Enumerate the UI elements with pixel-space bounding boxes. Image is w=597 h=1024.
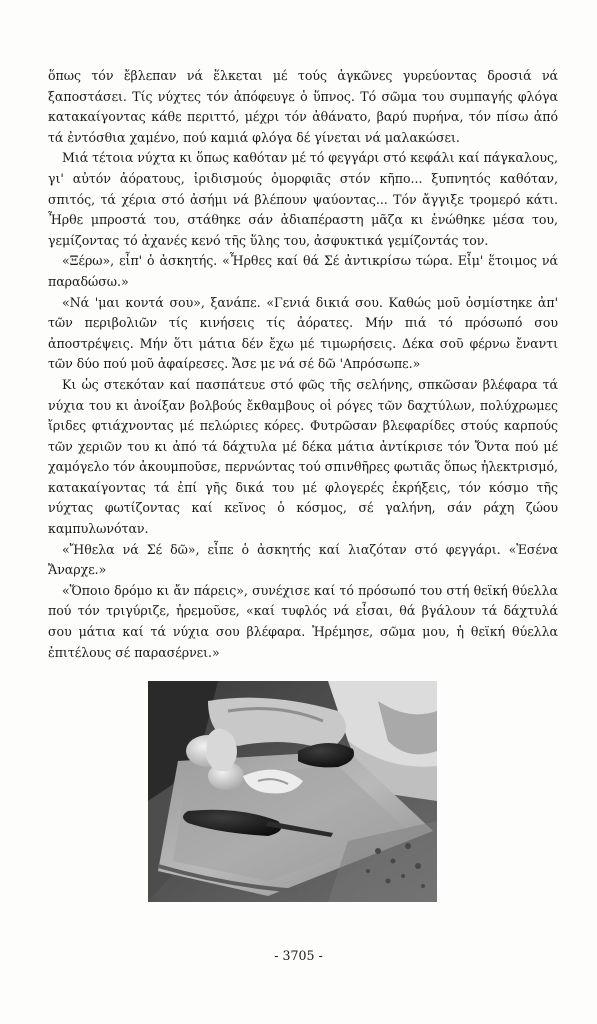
still-life-painting-image	[148, 681, 437, 902]
paragraph: «Ξέρω», εἶπ' ὁ ἀσκητής. «Ἦρθες καί θά Σέ ἀντικρίσω τώρα. Εἶμ' ἕτοιμος νά παραδώσω.»	[48, 253, 558, 289]
paragraph: Κι ὡς στεκόταν καί πασπάτευε στό φῶς τῆς σελήνης, σπκῶσαν βλέφαρα τά νύχια του κι ἀνοίξαν βολβούς ἔκθαμβους οἱ ρόγες τῶν δαχτύλων, πολύχρωμες ἴριδες φτιάχνοντας μέ πελώριες κόρες. Φυτρῶσαν βλεφαρίδες στούς καρπούς τῶν χεριῶν του κι ἀπό τά δάχτυλα μέ δέκα μάτια ἀντίκρισε τόν Ὄντα πού μέ χαμόγελο τόν ἀκουμποῦσε, περνώντας τού σπινθῆρες φωτιᾶς ὅπως ἠλεκτρισμό, κατακαίγοντας τά ἐπί γῆς δικά του μέ φλογερές ἐκρήξεις, τόν κόσμο τῆς νύχτας φωτίζοντας καί κεῖνος ὁ κόσμος, σέ γαλήνη, σάν ράχη ζώου καμπυλωνόταν.	[48, 376, 559, 537]
paragraph: ὅπως τόν ἔβλεπαν νά ἕλκεται μέ τούς ἀγκῶνες γυρεύοντας δροσιά νά ξαποστάσει. Τίς νύχτες τόν ἀπόφευγε ὁ ὕπνος. Τό σῶμα του συμπαγής φλόγα κατακαίγοντας κάθε περιττό, μέχρι τόν ἀθάνατο, βαρύ πυρήνα, τόν πίσω ἀπό τά ἐντόσθια χαμένο, πού καμιά φλόγα δέ γίνεται νά μαλακώσει.	[48, 68, 558, 145]
paragraph: «Νά 'μαι κοντά σου», ξανάπε. «Γενιά δικιά σου. Καθώς μοῦ ὀσμίστηκε ἀπ' τῶν περιβολιῶν τίς κινήσεις τίς ἀόρατες. Μήν πιά τό πρόσωπό σου ἀποστρέψεις. Μήν ὅτι μάτια δέν ἔχω μέ τιμωρήσεις. Δέκα σοῦ φέρνω ἔναντι τῶν δύο πού μοῦ ἀφαίρεσες. Ἄσε με νά σέ δῶ 'Απρόσωπε.»	[48, 294, 558, 372]
paragraph: «Ἤθελα νά Σέ δῶ», εἶπε ὁ ἀσκητής καί λιαζόταν στό φεγγάρι. «Ἐσένα Ἄναρχε.»	[48, 541, 558, 578]
paragraph: «Ὅποιο δρόμο κι ἄν πάρεις», συνέχισε καί τό πρόσωπό του στή θεϊκή θύελλα πού τόν τριγύριζε, ἠρεμοῦσε, «καί τυφλός νά εἶσαι, θά βγάλουν τά δάχτυλά σου μάτια καί τά νύχια σου βλέφαρα. Ἠρέμησε, σῶμα μου, ἡ θεϊκή θύελλα ἐπιτέλους σέ παρασέρνει.»	[48, 582, 558, 660]
paragraph: Μιά τέτοια νύχτα κι ὅπως καθόταν μέ τό φεγγάρι στό κεφάλι καί πάγκαλους, γι' αὐτόν ἀόρατους, ἰριδισμούς ὀμορφιᾶς στόν κῆπο... ξυπνητός καθόταν, σπιτός, τά χέρια στό ἀσήμι νά βλέπουν ψαύοντας... Τόν ἄγγιξε τρομερό κάτι. Ἦρθε μπροστά του, στάθηκε σάν ἀδιαπέραστη μᾶζα κι ἑνώθηκε μέσα του, γεμίζοντας τό ἀχανές κενό τῆς ὕλης του, ἀσφυκτικά γεμίζοντάς τον.	[48, 150, 558, 248]
body-text	[48, 66, 558, 663]
page-number: - 3705 -	[274, 948, 323, 963]
